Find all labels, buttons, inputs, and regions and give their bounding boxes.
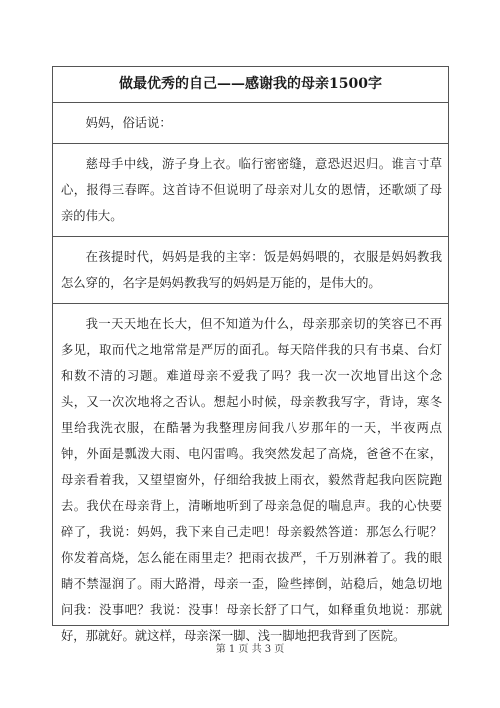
paragraph-story: 我一天天地在长大，但不知道为什么，母亲那亲切的笑容已不再多见，取而代之地常常是严厉的面孔。每天陪伴我的只有书桌、台灯和数不清的习题。难道母亲不爱我了吗？我一次一次地冒出这个念头，又一次次地将之否认。想起小时候，母亲教我写字，背诗，寒冬里给我洗衣服，在酷暑为我整理房间我八岁那年的一天，半夜两点钟，外面是瓢泼大雨、电闪雷鸣。我突然发起了高烧，爸爸不在家，母亲看着我，又望望窗外，仔细给我披上雨衣，毅然背起我向医院跑去。我伏在母亲背上，清晰地听到了母亲急促的喘息声。我的心快要碎了，我说：妈妈，我下来自己走吧！母亲毅然答道：那怎么行呢？你发着高烧，怎么能在雨里走？把雨衣拔严，千万别淋着了。我的眼睛不禁湿润了。雨大路滑，母亲一歪，险些摔倒，站稳后，她急切地问我：没事吧？我说：没事！母亲长舒了口气，如释重负地说：那就好，那就好。就这样，母亲深一脚、浅一脚地把我背到了医院。 [61,317,442,643]
paragraph-childhood: 在孩提时代，妈妈是我的主宰：饭是妈妈喂的，衣服是妈妈教我怎么穿的，名字是妈妈教我写的妈妈是万能的，是伟大的。 [53,237,448,304]
document-title: 做最优秀的自己——感谢我的母亲1500字 [53,67,448,103]
document-frame [52,66,449,643]
paragraph-greeting: 妈妈，俗话说： [53,103,448,144]
paragraph-poem: 慈母手中线，游子身上衣。临行密密缝，意恐迟迟归。谁言寸草心，报得三春晖。这首诗不但说明了母亲对儿女的恩情，还歌颂了母亲的伟大。 [53,144,448,237]
page-number: 第 1 页 共 3 页 [215,644,285,655]
